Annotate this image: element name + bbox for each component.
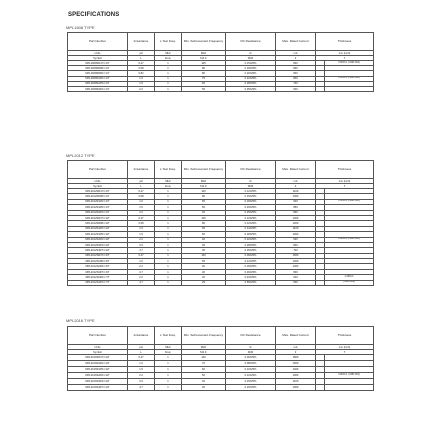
value-cell: 0.25±25%: [226, 210, 276, 215]
thickness-cell: 0.50±0.1 (.020±.004): [325, 199, 374, 204]
column-header: Thickness: [316, 33, 374, 51]
symbol-cell: Ir: [276, 184, 316, 189]
value-cell: 1500: [276, 253, 316, 258]
value-cell: 1: [155, 210, 182, 215]
value-cell: 800: [276, 66, 316, 71]
value-cell: 0.10±25%: [226, 215, 276, 220]
column-header: DC Resistance: [226, 161, 276, 179]
value-cell: 1600: [276, 361, 316, 367]
value-cell: 1: [155, 242, 182, 247]
value-cell: 800: [276, 76, 316, 81]
value-cell: 75: [182, 76, 226, 81]
value-cell: 1: [155, 248, 182, 253]
unit-cell: MHz: [155, 345, 182, 350]
column-header: Part Number: [68, 33, 128, 51]
value-cell: 1400: [276, 367, 316, 373]
thickness-cell: (.049±.008): [325, 280, 374, 285]
value-cell: 65: [182, 259, 226, 264]
part-number-cell: MPL2012S2R2□□KT: [68, 264, 128, 269]
part-number-cell: MPL2012S1R0□□HT: [68, 226, 128, 231]
value-cell: 900: [276, 237, 316, 242]
part-number-cell: MPL2016SR47□□HT: [68, 355, 128, 361]
column-header: Max. Rated Current: [276, 327, 316, 345]
value-cell: 3.3: [128, 379, 155, 385]
unit-cell: mm (inch): [316, 345, 374, 350]
value-cell: 1.0: [128, 259, 155, 264]
value-cell: 0.28±25%: [226, 81, 276, 86]
symbol-cell: T: [316, 350, 374, 355]
column-header: Thickness: [316, 327, 374, 345]
value-cell: 1: [155, 275, 182, 280]
symbol-cell: T: [316, 184, 374, 189]
value-cell: 0.20±25%: [226, 71, 276, 76]
value-cell: 0.28±25%: [226, 242, 276, 247]
value-cell: 0.20±25%: [226, 385, 276, 391]
symbol-cell: DCR: [226, 184, 276, 189]
column-header: L Test Freq.: [155, 327, 182, 345]
value-cell: 0.18±25%: [226, 199, 276, 204]
value-cell: 50: [182, 205, 226, 210]
value-cell: 2.2: [128, 210, 155, 215]
value-cell: 1: [155, 66, 182, 71]
part-number-cell: MPL2012S1R0□□CT: [68, 199, 128, 204]
unit-cell: MHz: [182, 51, 226, 56]
unit-cell: Units: [68, 51, 128, 56]
value-cell: 0.35±25%: [226, 248, 276, 253]
value-cell: 100: [182, 215, 226, 220]
value-cell: 30: [182, 248, 226, 253]
value-cell: 1100: [276, 189, 316, 194]
value-cell: 1: [155, 253, 182, 258]
column-header: Min. Self-resonant Frequency: [182, 327, 226, 345]
part-number-cell: MPL2012S4R7□□YT: [68, 280, 128, 285]
value-cell: 80: [182, 66, 226, 71]
value-cell: 1: [155, 61, 182, 66]
value-cell: 1.0: [128, 76, 155, 81]
symbol-cell: S.R.F.: [182, 350, 226, 355]
part-number-cell: MPL2012SR68□□HT: [68, 221, 128, 226]
value-cell: 0.15±25%: [226, 379, 276, 385]
value-cell: 1300: [276, 373, 316, 379]
unit-cell: Ω: [226, 179, 276, 184]
unit-cell: Ω: [226, 51, 276, 56]
value-cell: 1: [155, 226, 182, 231]
value-cell: 50: [182, 373, 226, 379]
part-number-cell: MPL1608SR82□□CT: [68, 71, 128, 76]
unit-cell: μH: [128, 51, 155, 56]
table-row: [68, 86, 374, 91]
value-cell: 1.0: [128, 199, 155, 204]
value-cell: 1: [155, 280, 182, 285]
value-cell: 0.35±25%: [226, 86, 276, 91]
value-cell: 0.18±25%: [226, 232, 276, 237]
part-number-cell: MPL2012S3R3□□HT: [68, 242, 128, 247]
value-cell: 0.20±25%: [226, 205, 276, 210]
value-cell: 4.7: [128, 280, 155, 285]
section-type-label: MPL1608 TYPE: [66, 25, 95, 30]
value-cell: 0.47: [128, 215, 155, 220]
part-number-cell: MPL2012S1R0□□KT: [68, 259, 128, 264]
part-number-cell: MPL2012S4R7□□KT: [68, 269, 128, 274]
value-cell: 800: [276, 269, 316, 274]
value-cell: 700: [276, 81, 316, 86]
value-cell: 850: [276, 205, 316, 210]
value-cell: 0.18±25%: [226, 66, 276, 71]
value-cell: 700: [276, 248, 316, 253]
value-cell: 1.5: [128, 367, 155, 373]
value-cell: 0.55±25%: [226, 280, 276, 285]
value-cell: 80: [182, 71, 226, 76]
value-cell: 2.2: [128, 264, 155, 269]
value-cell: 1: [155, 199, 182, 204]
unit-cell: μH: [128, 345, 155, 350]
part-number-cell: MPL2012S1R5□□CT: [68, 205, 128, 210]
value-cell: 800: [276, 210, 316, 215]
thickness-cell: [325, 385, 374, 391]
section-type-label: MPL2012 TYPE: [66, 153, 95, 158]
tolerance-marker-cell: [316, 385, 325, 391]
value-cell: 1000: [276, 264, 316, 269]
value-cell: 0.47: [128, 253, 155, 258]
value-cell: 1300: [276, 215, 316, 220]
value-cell: 800: [276, 242, 316, 247]
column-header: Inductance: [128, 33, 155, 51]
value-cell: 0.15±25%: [226, 61, 276, 66]
value-cell: 2.2: [128, 275, 155, 280]
value-cell: 1: [155, 215, 182, 220]
value-cell: 50: [182, 232, 226, 237]
value-cell: 40: [182, 237, 226, 242]
column-header: Max. Rated Current: [276, 33, 316, 51]
part-number-cell: MPL2016S1R0□□HT: [68, 361, 128, 367]
unit-cell: MHz: [182, 179, 226, 184]
column-header: Min. Self-resonant Frequency: [182, 33, 226, 51]
value-cell: 0.15±25%: [226, 194, 276, 199]
part-number-cell: MPL1608S1R0□□CT: [68, 76, 128, 81]
column-header: Min. Self-resonant Frequency: [182, 161, 226, 179]
value-cell: 1: [155, 237, 182, 242]
value-cell: 1000: [276, 232, 316, 237]
value-cell: 80: [182, 194, 226, 199]
part-number-cell: MPL2012SR47□□HT: [68, 215, 128, 220]
symbol-cell: Symbol: [68, 184, 128, 189]
value-cell: 0.12±25%: [226, 221, 276, 226]
part-number-cell: MPL2016S1R5□□HT: [68, 367, 128, 373]
value-cell: 800: [276, 71, 316, 76]
value-cell: 0.10±25%: [226, 367, 276, 373]
unit-cell: Units: [68, 179, 128, 184]
value-cell: 30: [182, 269, 226, 274]
value-cell: 60: [182, 367, 226, 373]
value-cell: 25: [182, 280, 226, 285]
value-cell: 50: [182, 86, 226, 91]
value-cell: 2.2: [128, 237, 155, 242]
unit-cell: mm (inch): [316, 51, 374, 56]
value-cell: 0.68: [128, 66, 155, 71]
value-cell: 30: [182, 385, 226, 391]
unit-cell: Units: [68, 345, 128, 350]
value-cell: 1: [155, 259, 182, 264]
column-header: Inductance: [128, 327, 155, 345]
thickness-cell: 0.90±0.1 (.035±.004): [325, 373, 374, 379]
spec-table: [67, 160, 374, 286]
column-header: Inductance: [128, 161, 155, 179]
column-header: L Test Freq.: [155, 161, 182, 179]
part-number-cell: MPL2016S4R7□□HT: [68, 385, 128, 391]
value-cell: 0.18±25%: [226, 264, 276, 269]
value-cell: 1100: [276, 226, 316, 231]
value-cell: 0.30±25%: [226, 269, 276, 274]
value-cell: 1: [155, 264, 182, 269]
unit-cell: mm (inch): [316, 179, 374, 184]
table-row: [68, 280, 374, 285]
value-cell: 1: [155, 385, 182, 391]
value-cell: 0.08±25%: [226, 361, 276, 367]
value-cell: 40: [182, 379, 226, 385]
value-cell: 1100: [276, 379, 316, 385]
value-cell: 1: [155, 355, 182, 361]
value-cell: 0.09±25%: [226, 253, 276, 258]
unit-cell: mA: [276, 345, 316, 350]
value-cell: 600: [276, 86, 316, 91]
column-header: DC Resistance: [226, 33, 276, 51]
unit-cell: mA: [276, 179, 316, 184]
value-cell: 1000: [276, 385, 316, 391]
value-cell: 3.3: [128, 242, 155, 247]
value-cell: 1300: [276, 259, 316, 264]
thickness-cell: 0.50±0.1 (.020±.004): [325, 76, 374, 81]
column-header: L Test Freq.: [155, 33, 182, 51]
value-cell: 100: [182, 355, 226, 361]
unit-cell: MHz: [155, 179, 182, 184]
value-cell: 80: [182, 221, 226, 226]
value-cell: 0.47: [128, 189, 155, 194]
spec-table: [67, 326, 374, 391]
part-number-cell: MPL2012S4R7□□HT: [68, 248, 128, 253]
value-cell: 800: [276, 61, 316, 66]
section-type-label: MPL2016 TYPE: [66, 318, 95, 323]
part-number-cell: MPL2012SR68□□CT: [68, 194, 128, 199]
value-cell: 0.68: [128, 221, 155, 226]
value-cell: 0.47: [128, 61, 155, 66]
value-cell: 1: [155, 189, 182, 194]
spec-table: [67, 32, 374, 92]
header-row: [68, 33, 374, 51]
value-cell: 1: [155, 269, 182, 274]
part-number-cell: MPL2012SR47□□CT: [68, 189, 128, 194]
column-header: Thickness: [316, 161, 374, 179]
unit-cell: mA: [276, 51, 316, 56]
value-cell: 0.12±25%: [226, 259, 276, 264]
value-cell: 1: [155, 367, 182, 373]
symbol-cell: S.R.F.: [182, 184, 226, 189]
symbol-cell: Freq.: [155, 56, 182, 61]
column-header: DC Resistance: [226, 327, 276, 345]
value-cell: 40: [182, 264, 226, 269]
symbol-cell: Ir: [276, 350, 316, 355]
unit-cell: Ω: [226, 345, 276, 350]
value-cell: 0.14±25%: [226, 226, 276, 231]
page-title: SPECIFICATIONS: [68, 12, 120, 18]
part-number-cell: MPL2012S2R2□□YT: [68, 275, 128, 280]
table-row: [68, 385, 374, 391]
value-cell: 4.7: [128, 385, 155, 391]
value-cell: 1: [155, 361, 182, 367]
symbol-cell: DCR: [226, 350, 276, 355]
part-number-cell: MPL2012S2R2□□HT: [68, 237, 128, 242]
tolerance-marker-cell: [316, 280, 325, 285]
part-number-cell: MPL2016S2R2□□HT: [68, 373, 128, 379]
column-header: Max. Rated Current: [276, 161, 316, 179]
symbol-cell: Symbol: [68, 56, 128, 61]
part-number-cell: MPL1608S1R5□□CT: [68, 81, 128, 86]
unit-cell: MHz: [182, 345, 226, 350]
value-cell: 40: [182, 275, 226, 280]
value-cell: 1800: [276, 355, 316, 361]
part-number-cell: MPL1608SR47□□CT: [68, 61, 128, 66]
value-cell: 40: [182, 210, 226, 215]
value-cell: 500: [276, 280, 316, 285]
value-cell: 4.7: [128, 269, 155, 274]
symbol-cell: L: [128, 350, 155, 355]
value-cell: 105: [182, 61, 226, 66]
thickness-cell: 0.60±0.1 (.024±.004): [325, 237, 374, 242]
part-number-cell: MPL2016S3R3□□HT: [68, 379, 128, 385]
unit-cell: MHz: [155, 51, 182, 56]
thickness-cell: [325, 86, 374, 91]
value-cell: 900: [276, 199, 316, 204]
header-row: [68, 327, 374, 345]
value-cell: 100: [182, 253, 226, 258]
value-cell: 2.2: [128, 373, 155, 379]
value-cell: 60: [182, 81, 226, 86]
value-cell: 1: [155, 373, 182, 379]
part-number-cell: MPL1608SR68□□CT: [68, 66, 128, 71]
symbol-cell: DCR: [226, 56, 276, 61]
column-header: Part Number: [68, 161, 128, 179]
symbol-cell: T: [316, 56, 374, 61]
value-cell: 0.12±25%: [226, 189, 276, 194]
value-cell: 4.7: [128, 248, 155, 253]
symbol-cell: Symbol: [68, 350, 128, 355]
symbol-cell: Freq.: [155, 350, 182, 355]
value-cell: 100: [182, 189, 226, 194]
value-cell: 1: [155, 86, 182, 91]
part-number-cell: MPL2012S2R2□□CT: [68, 210, 128, 215]
value-cell: 1: [155, 205, 182, 210]
value-cell: 1.5: [128, 205, 155, 210]
value-cell: 1.0: [128, 361, 155, 367]
value-cell: 1.0: [128, 226, 155, 231]
value-cell: 1.5: [128, 81, 155, 86]
symbol-cell: Ir: [276, 56, 316, 61]
value-cell: 1.5: [128, 232, 155, 237]
value-cell: 1: [155, 379, 182, 385]
value-cell: 0.06±25%: [226, 355, 276, 361]
value-cell: 1200: [276, 221, 316, 226]
value-cell: 0.40±25%: [226, 275, 276, 280]
symbol-cell: Freq.: [155, 184, 182, 189]
symbol-cell: L: [128, 56, 155, 61]
tolerance-marker-cell: [316, 86, 325, 91]
part-number-cell: MPL1608S2R2□□CT: [68, 86, 128, 91]
unit-cell: μH: [128, 179, 155, 184]
value-cell: 35: [182, 242, 226, 247]
value-cell: 2.2: [128, 86, 155, 91]
value-cell: 600: [276, 275, 316, 280]
part-number-cell: MPL2012S1R5□□HT: [68, 232, 128, 237]
value-cell: 1000: [276, 194, 316, 199]
value-cell: 65: [182, 199, 226, 204]
symbol-cell: S.R.F.: [182, 56, 226, 61]
value-cell: 70: [182, 361, 226, 367]
value-cell: 65: [182, 226, 226, 231]
thickness-cell: 1.25±0.2: [325, 275, 374, 280]
value-cell: 1: [155, 71, 182, 76]
value-cell: 0.82: [128, 71, 155, 76]
part-number-cell: MPL2012SR47□□KT: [68, 253, 128, 258]
value-cell: 0.22±25%: [226, 76, 276, 81]
value-cell: 1: [155, 81, 182, 86]
symbol-cell: L: [128, 184, 155, 189]
value-cell: 1: [155, 221, 182, 226]
column-header: Part Number: [68, 327, 128, 345]
value-cell: 0.68: [128, 194, 155, 199]
header-row: [68, 161, 374, 179]
thickness-cell: 0.50±0.1 (.020±.004): [325, 61, 374, 66]
value-cell: 0.22±25%: [226, 237, 276, 242]
value-cell: 1: [155, 194, 182, 199]
value-cell: 0.12±25%: [226, 373, 276, 379]
value-cell: 0.47: [128, 355, 155, 361]
value-cell: 1: [155, 76, 182, 81]
value-cell: 1: [155, 232, 182, 237]
